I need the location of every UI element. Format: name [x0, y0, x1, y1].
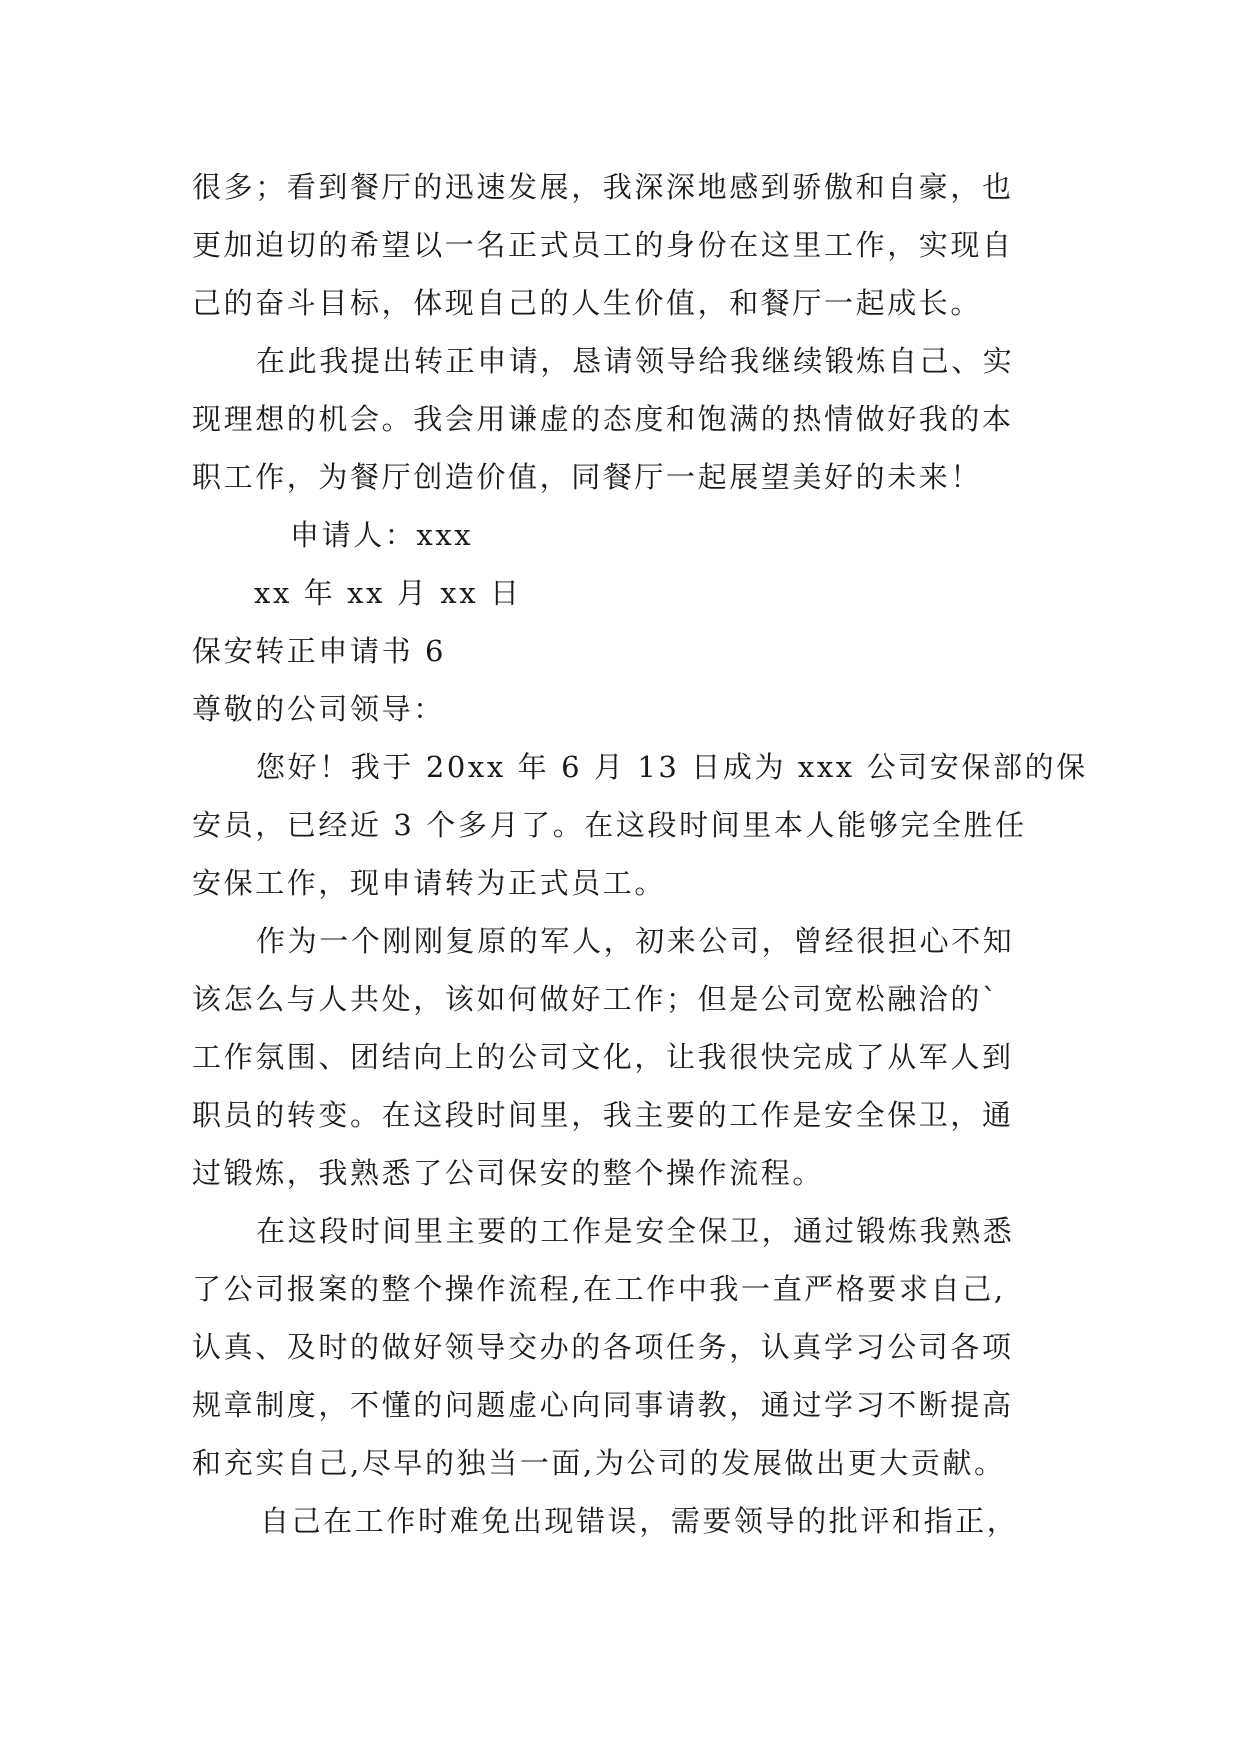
paragraph-line: 作为一个刚刚复原的军人，初来公司，曾经很担心不知 — [256, 924, 1015, 958]
paragraph-line: 很多；看到餐厅的迅速发展，我深深地感到骄傲和自豪，也 — [192, 170, 1014, 204]
applicant-signature: 申请人：xxx — [290, 518, 474, 552]
paragraph-line: 了公司报案的整个操作流程,在工作中我一直严格要求自己, — [192, 1272, 1006, 1306]
paragraph-line: 您好！我于 20xx 年 6 月 13 日成为 xxx 公司安保部的保 — [256, 750, 1088, 784]
paragraph-line: 在此我提出转正申请，恳请领导给我继续锻炼自己、实 — [256, 344, 1015, 378]
paragraph-line: 自己在工作时难免出现错误，需要领导的批评和指正， — [260, 1504, 1019, 1538]
paragraph-line: 过锻炼，我熟悉了公司保安的整个操作流程。 — [192, 1156, 825, 1190]
signature-date: xx 年 xx 月 xx 日 — [254, 576, 522, 610]
paragraph-line: 更加迫切的希望以一名正式员工的身份在这里工作，实现自 — [192, 228, 1014, 262]
document-body — [192, 158, 1088, 1550]
paragraph-line: 己的奋斗目标，体现自己的人生价值，和餐厅一起成长。 — [192, 286, 983, 320]
paragraph-line: 职员的转变。在这段时间里，我主要的工作是安全保卫，通 — [192, 1098, 1014, 1132]
paragraph-line: 规章制度，不懂的问题虚心向同事请教，通过学习不断提高 — [192, 1388, 1014, 1422]
paragraph-line: 安员，已经近 3 个多月了。在这段时间里本人能够完全胜任 — [192, 808, 1027, 842]
paragraph-line: 安保工作，现申请转为正式员工。 — [192, 866, 667, 900]
paragraph-line: 在这段时间里主要的工作是安全保卫，通过锻炼我熟悉 — [256, 1214, 1015, 1248]
salutation: 尊敬的公司领导： — [192, 692, 445, 726]
paragraph-line: 该怎么与人共处，该如何做好工作；但是公司宽松融洽的` — [192, 982, 1000, 1016]
paragraph-line: 工作氛围、团结向上的公司文化，让我很快完成了从军人到 — [192, 1040, 1014, 1074]
section-title: 保安转正申请书 6 — [192, 634, 447, 668]
paragraph-line: 和充实自己,尽早的独当一面,为公司的发展做出更大贡献。 — [192, 1446, 1006, 1480]
paragraph-line: 现理想的机会。我会用谦虚的态度和饱满的热情做好我的本 — [192, 402, 1014, 436]
paragraph-line: 职工作，为餐厅创造价值，同餐厅一起展望美好的未来！ — [192, 460, 983, 494]
paragraph-line: 认真、及时的做好领导交办的各项任务，认真学习公司各项 — [192, 1330, 1014, 1364]
